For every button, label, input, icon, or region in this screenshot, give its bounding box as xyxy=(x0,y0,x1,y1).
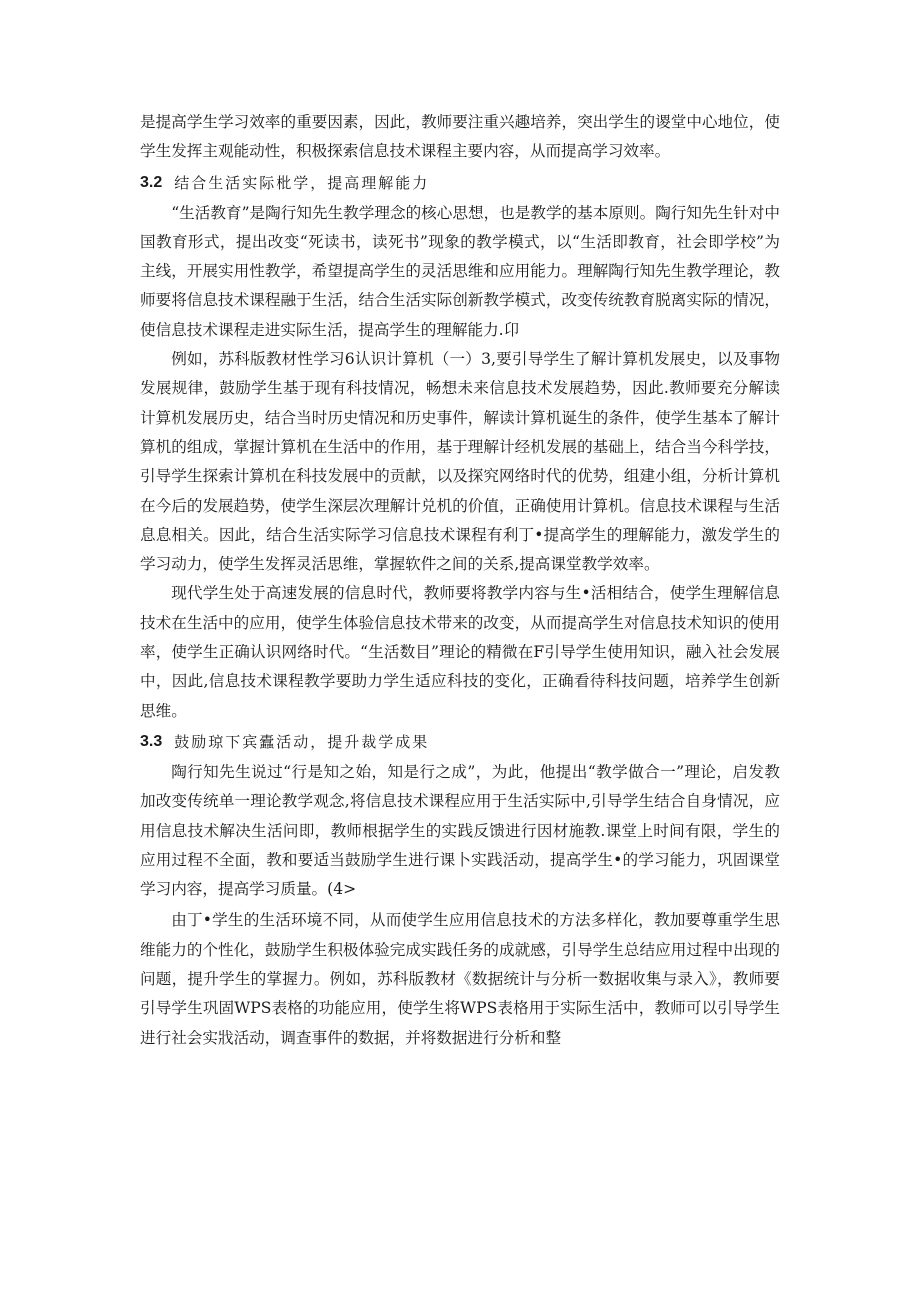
paragraph: “生活教育”是陶行知先生教学理念的核心思想，也是教学的基本原则。陶行知先生针对中国教育形式，提出改变“死读书，读死书”现象的教学模式，以“生活即教育，社会即学校”为主线，开展实用性教学，希望提高学生的灵活思维和应用能力。理解陶行知先生教学理论，教师要将信息技术课程融于生活，结合生活实际创新教学模式，改变传统教育脱离实际的情况，使信息技术课程走进实际生活，提高学生的理解能力.卬 xyxy=(140,203,780,339)
paragraph: 例如，苏科版教材性学习6认识计算机（一）3,要引导学生了解计算机发展史，以及事物发展规律，鼓励学生基于现有科技情况，畅想未来信息技术发展趋势，因此.教师要充分解读计算机发展历史，结合当时历史情况和历史事件，解读计算机诞生的条件，使学生基本了解计算机的组成，掌握计算机在生活中的作用，基于理解计经机发展的基础上，结合当今科学技，引导学生探索计算机在科技发展中的贡献，以及探究网络时代的优势，组建小组，分析计算机在今后的发展趋势，使学生深层次理解计兑机的价值，正确使用计算机。信息技术课程与生活息息相关。因此，结合生活实际学习信息技术课程有利丁•提高学生的理解能力，激发学生的学习动力，使学生发挥灵活思维，掌握软件之间的关系,提高课堂教学效率。 xyxy=(140,350,780,574)
section-title: 鼓励琼下宾蠹活动，提升裁学成果 xyxy=(174,732,430,751)
document-page xyxy=(140,108,780,1053)
paragraph-continuation: 是提高学生学习效率的重要因素，因此，教师要注重兴趣培养，突出学生的谡堂中心地位，使学生发挥主观能动性，积极探索信息技术课程主要内容，从而提高学习效率。 xyxy=(140,113,780,161)
section-number: 3.2 xyxy=(140,173,163,191)
section-number: 3.3 xyxy=(140,732,163,750)
paragraph: 现代学生处于高速发展的信息时代，教师要将教学内容与生•活相结合，使学生理解信息技术在生活中的应用，使学生体验信息技术带来的改变，从而提高学生对信息技术知识的使用率，使学生正确认识网络时代。“生活数目”理论的精微在F引导学生使用知识，融入社会发展中，因此,信息技术课程教学要助力学生适应科技的变化，正确看待科技问题，培养学生创新思维。 xyxy=(140,584,780,720)
section-heading-3-2 xyxy=(140,167,780,199)
paragraph: 陶行知先生说过“行是知之始，知是行之成”，为此，他提出“教学做合一”理论，启发教加改变传统单一理论教学观念,将信息技术课程应用于生活实际中,引导学生结合自身情况，应用信息技术解决生活问即，教师根据学生的实践反馈进行因材施教.课堂上时间有限，学生的应用过程不全面，教和要适当鼓励学生进行课卜实践活动，提高学生•的学习能力，巩固课堂学习内容，提高学习质量。(4> xyxy=(140,762,780,899)
section-title: 结合生活实际枇学，提高理解能力 xyxy=(174,173,430,192)
paragraph: 由丁•学生的生活环境不同，从而使学生应用信息技术的方法多样化，教加要尊重学生思维能力的个性化，鼓励学生积极体验完成实践任务的成就感，引导学生总结应用过程中出现的问题，提升学生的掌握力。例如，苏科版教材《数据统计与分析一数据收集与录入》，教师要引导学生巩固WPS表格的功能应用，使学生将WPS表格用于实际生活中，教师可以引导学生进行社会实戕活动，调查事件的数据，并将数据进行分析和整 xyxy=(140,911,780,1047)
section-heading-3-3 xyxy=(140,726,780,758)
